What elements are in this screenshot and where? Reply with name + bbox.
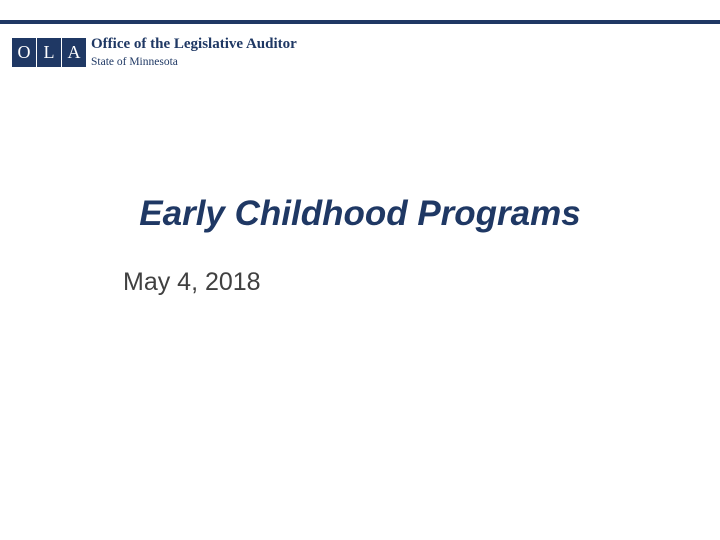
slide-date: May 4, 2018 [123, 268, 261, 296]
org-subtitle: State of Minnesota [91, 56, 178, 68]
logo-letter-o: O [12, 38, 36, 67]
org-name: Office of the Legislative Auditor [91, 36, 297, 52]
ola-logo [12, 38, 86, 67]
slide-title: Early Childhood Programs [139, 194, 581, 233]
logo-letter-l: L [37, 38, 61, 67]
top-rule [0, 20, 720, 24]
logo-letter-a: A [62, 38, 86, 67]
